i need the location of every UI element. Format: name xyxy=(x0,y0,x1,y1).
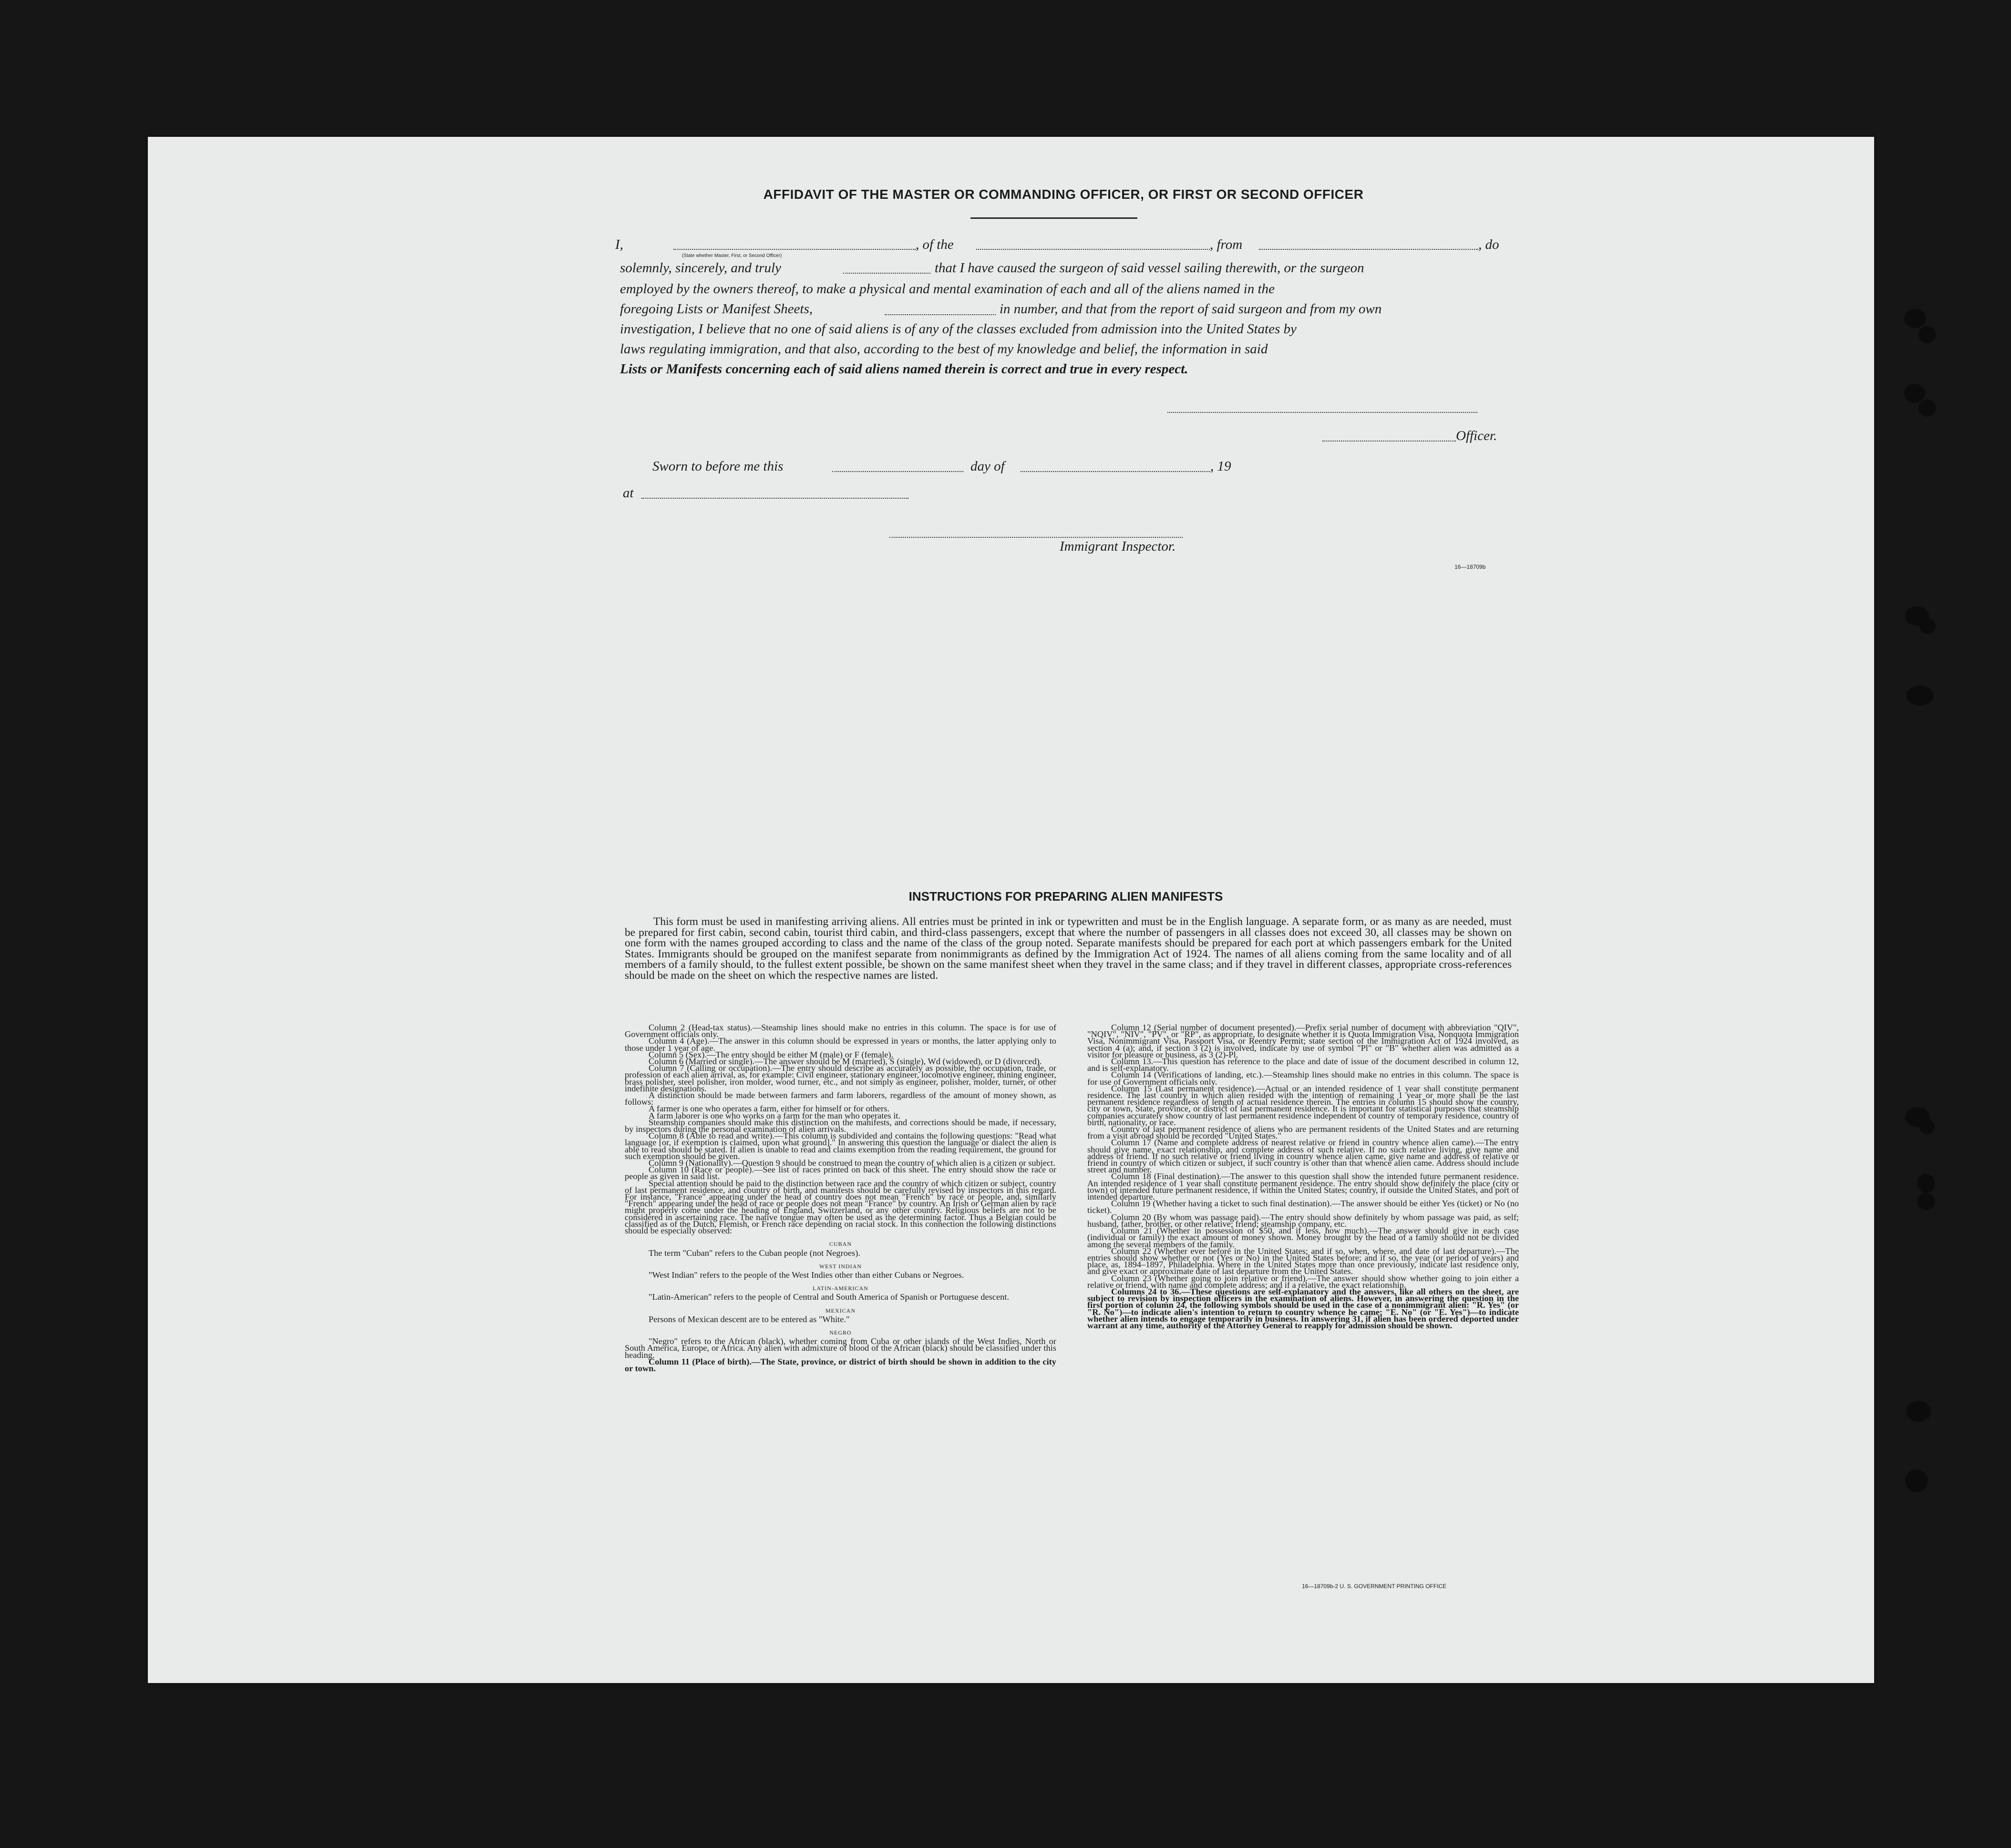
race-definition: "Latin-American" refers to the people of Central and South America of Spanish or Portuguese descent. xyxy=(649,1292,1010,1302)
signature-line[interactable] xyxy=(1167,412,1477,413)
vessel-name-blank[interactable] xyxy=(976,249,1210,250)
instruction-paragraph: Column 2 (Head-tax status).—Steamship lines should make no entries in this column. The space is for use of Government officials only. xyxy=(625,1023,1056,1039)
year-label: , 19 xyxy=(1210,459,1231,474)
instruction-paragraph: Column 17 (Name and complete address of nearest relative or friend in country whence alien came).—The entry should give name, exact relationship, and complete address of such relative. If no such relative living, give name and address of friend. If no such relative or friend living in country whence alien came, give name and address of relative or friend in country of which citizen or subject, if such country is other than that whence alien came. Address should include street and number. xyxy=(1087,1138,1519,1175)
instruction-paragraph: Column 13.—This question has reference to the place and date of issue of the document described in column 12, and is self-explanatory. xyxy=(1087,1057,1519,1073)
affidavit-line2a: solemnly, sincerely, and truly xyxy=(620,260,782,276)
affidavit-line3: employed by the owners thereof, to make a physical and mental examination of each and all of the aliens named in the xyxy=(620,281,1275,297)
officer-name-blank[interactable] xyxy=(673,249,916,250)
binder-hole xyxy=(1919,1119,1935,1134)
instructions-title: INSTRUCTIONS FOR PREPARING ALIEN MANIFESTS xyxy=(908,889,1223,903)
instruction-paragraph: Column 8 (Able to read and write).—This column is subdivided and contains the following questions: "Read what language [or, if exemption is claimed, upon what ground]." In answering this question the language or dialect the alien is able to read should be stated. If alien is unable to read and claims exemption from the reading requirement, the ground for such exemption should be given. xyxy=(625,1131,1056,1161)
sworn-label: Sworn to before me this xyxy=(652,459,784,474)
affidavit-line6: laws regulating immigration, and that also, according to the best of my knowledge and belief, the information in said xyxy=(620,341,1268,357)
instruction-paragraph: Column 15 (Last permanent residence).—Actual or an intended residence of 1 year shall constitute permanent residence. The last country in which alien resided with the intention of remaining 1 year or more shall be the last permanent residence regardless of length of actual residence therein. The entries in column 15 should show the country, city or town, State, province, or district of last permanent residence. It is important for statistical purposes that steamship companies accurately show country of last permanent residence independent of country of temporary residence, country of birth, nationality, or race. xyxy=(1087,1083,1519,1127)
instruction-paragraph: Column 19 (Whether having a ticket to such final destination).—The answer should be either Yes (ticket) or No (no ticket). xyxy=(1087,1199,1519,1215)
binder-hole xyxy=(1917,1174,1935,1193)
form-number: 16—18709b xyxy=(1454,564,1486,570)
binder-hole xyxy=(1906,686,1934,706)
race-heading: CUBAN xyxy=(829,1241,852,1248)
printing-office-footer: 16—18709b-2 U. S. GOVERNMENT PRINTING OFFICE xyxy=(1302,1583,1447,1590)
instruction-paragraph: Column 6 (Married or single).—The answer should be M (married), S (single), Wd (widowed), or D (divorced). xyxy=(649,1057,1042,1067)
binder-hole xyxy=(1917,1193,1935,1210)
race-heading: WEST INDIAN xyxy=(819,1263,862,1270)
instruction-paragraph: Steamship companies should make this distinction on the manifests, and corrections should be made, if necessary, by inspectors during the personal examination of alien arrivals. xyxy=(625,1117,1056,1134)
binder-hole xyxy=(1906,1401,1931,1422)
day-of-label: day of xyxy=(970,459,1005,474)
oath-blank[interactable] xyxy=(843,273,930,274)
title-divider xyxy=(970,217,1137,219)
binder-hole xyxy=(1904,309,1926,328)
sworn-month-blank[interactable] xyxy=(1021,471,1210,472)
inspector-label: Immigrant Inspector. xyxy=(1060,539,1176,554)
race-heading: LATIN-AMERICAN xyxy=(813,1285,868,1292)
instruction-paragraph: Column 4 (Age).—The answer in this column should be expressed in years or months, the latter applying only to those under 1 year of age. xyxy=(625,1036,1056,1053)
instruction-paragraph: Column 5 (Sex).—The entry should be either M (male) or F (female). xyxy=(649,1049,894,1059)
binder-hole xyxy=(1904,384,1925,403)
aliens-count-blank[interactable] xyxy=(885,314,996,315)
instruction-paragraph: Column 7 (Calling or occupation).—The entry should describe as accurately as possible, the occupation, trade, or profession of each alien arrival, as, for example: Civil engineer, stationary engineer, locomotive engineer, mining engineer, brass polisher, steel polisher, iron molder, wood turner, etc., and not simply as engineer, polisher, molder, turner, or other indefinite designations. xyxy=(625,1063,1056,1093)
race-heading: NEGRO xyxy=(829,1329,852,1336)
affidavit-line4b: in number, and that from the report of said surgeon and from my own xyxy=(1000,301,1382,317)
binder-hole xyxy=(1905,1469,1928,1492)
inspector-signature-line[interactable] xyxy=(889,537,1183,538)
instruction-paragraph: Columns 24 to 36.—These questions are self-explanatory and the answers, like all others on the sheet, are subject to revision by inspection officers in the examination of aliens. However, in answering the question in the first portion of column 24, the following symbols should be used in the case of a nonimmigrant alien: "R. Yes" (or "R. No")—to indicate alien's intention to return to country whence he came; "E. No" (or "E. Yes")—to indicate whether alien intends to engage temporarily in business. In answering 31, if alien has been ordered deported under warrant at any time, authority of the Attorney General to reapply for admission should be shown. xyxy=(1087,1286,1519,1330)
affidavit-line2b: that I have caused the surgeon of said vessel sailing therewith, or the surgeon xyxy=(935,260,1364,276)
at-label: at xyxy=(623,485,634,501)
affidavit-line7: Lists or Manifests concerning each of said aliens named therein is correct and true in every respect. xyxy=(620,361,1188,377)
race-definition: The term "Cuban" refers to the Cuban people (not Negroes). xyxy=(649,1248,860,1258)
binder-hole xyxy=(1919,618,1936,634)
instruction-paragraph: Special attention should be paid to the distinction between race and the country of which citizen or subject, country of last permanent residence, and country of birth, and manifests should be carefully revised by inspectors in this regard. For instance, "France" appearing under the head of country does not mean "French" by race or people, and, similarly "French" appearing under the head of race or people does not mean "France" by country. An Irish or German alien by race might properly come under the heading of England, Switzerland, or any other country. Religious beliefs are not to be considered in ascertaining race. The native tongue may often be used as the determining factor. Thus a Belgian could be classified as of the Dutch, Flemish, or French race depending on racial stock. In this connection the following distinctions should be especially observed: xyxy=(625,1178,1056,1236)
instruction-paragraph: A farmer is one who operates a farm, either for himself or for others. xyxy=(649,1104,890,1114)
instruction-paragraph: Column 21 (Whether in possession of $50, and if less, how much).—The answer should give in each case (individual or family) the exact amount of money shown. Money brought by the head of a family should not be divided among the several members of the family. xyxy=(1087,1226,1519,1249)
instruction-paragraph: Column 9 (Nationality).—Question 9 should be construed to mean the country of which alien is a citizen or subject. xyxy=(649,1158,1055,1168)
affidavit-line5: investigation, I believe that no one of said aliens is of any of the classes excluded from admission into the United States by xyxy=(620,321,1297,337)
instruction-paragraph: Column 14 (Verifications of landing, etc.).—Steamship lines should make no entries in this column. The space is for use of Government officials only. xyxy=(1087,1070,1519,1087)
instruction-paragraph: Column 20 (By whom was passage paid).—The entry should show definitely by whom passage was paid, as self; husband, father, brother, or other relative; friend; steamship company, etc. xyxy=(1087,1212,1519,1229)
instruction-paragraph: A farm laborer is one who works on a farm for the man who operates it. xyxy=(649,1110,901,1120)
instructions-right-column xyxy=(1087,1024,1519,1329)
affidavit-title: AFFIDAVIT OF THE MASTER OR COMMANDING OFFICER, OR FIRST OR SECOND OFFICER xyxy=(763,187,1364,202)
race-definition: "Negro" refers to the African (black), whether coming from Cuba or other islands of the West Indies, North or South America, Europe, or Africa. Any alien with admixture of blood of the African (black) should be classified under this heading. xyxy=(625,1336,1056,1360)
binder-hole xyxy=(1918,326,1936,343)
instructions-left-column xyxy=(625,1024,1056,1372)
officer-label: Officer. xyxy=(1456,428,1497,443)
instruction-paragraph: Country of last permanent residence of aliens who are permanent residents of the United States and are returning from a visit abroad should be recorded "United States." xyxy=(1087,1124,1519,1141)
race-definition: "West Indian" refers to the people of the West Indies other than either Cubans or Negroes. xyxy=(649,1270,964,1280)
affidavit-from: , from xyxy=(1210,237,1243,252)
sworn-day-blank[interactable] xyxy=(832,471,963,472)
instruction-paragraph: A distinction should be made between farmers and farm laborers, regardless of the amount of money shown, as follows: xyxy=(625,1090,1056,1107)
affidavit-i: I, xyxy=(615,237,623,252)
instruction-paragraph: Column 23 (Whether going to join relative or friend).—The answer should show whether going to join either a relative or friend, with name and complete address; and if a relative, the exact relationship. xyxy=(1087,1273,1519,1290)
officer-rank-note: (State whether Master, First, or Second Officer) xyxy=(682,253,782,258)
affidavit-do: , do xyxy=(1478,237,1499,252)
port-blank[interactable] xyxy=(1259,249,1478,250)
instruction-paragraph: Column 22 (Whether ever before in the United States; and if so, when, where, and date of last departure).—The entries should show whether or not (Yes or No) in the United States before; and if so, the year (or period of years) and place, as, 1894–1897, Philadelphia. Where in the United States more than once previously, indicate last residence only, and give exact or approximate date of last departure from the United States. xyxy=(1087,1246,1519,1276)
instruction-paragraph: Column 11 (Place of birth).—The State, province, or district of birth should be shown in addition to the city or town. xyxy=(625,1356,1056,1373)
affidavit-line4a: foregoing Lists or Manifest Sheets, xyxy=(620,301,813,317)
binder-hole xyxy=(1918,400,1936,417)
race-definition: Persons of Mexican descent are to be entered as "White." xyxy=(649,1314,850,1324)
race-heading: MEXICAN xyxy=(825,1307,856,1314)
instruction-paragraph: Column 18 (Final destination).—The answer to this question shall show the intended future permanent residence. An intended residence of 1 year shall constitute permanent residence. The entry should show definitely the place (city or town) of intended future permanent residence, if within the United States; country, if outside the United States, and port of intended departure. xyxy=(1087,1171,1519,1202)
instruction-paragraph: Column 12 (Serial number of document presented).—Prefix serial number of document with abbreviation "QIV", "NQIV", "NIV", "PV", or "RP", as appropriate, to designate whether it is Quota Immigration Visa, Nonquota Immigration Visa, Nonimmigrant Visa, Passport Visa, or Reentry Permit; state section of the Immigration Act of 1924 involved, as section 4 (a); and, if section 3 (2) is involved, indicate by use of symbol "Pl" or "B" whether alien was admitted as a visitor for pleasure or business, as 3 (2)-Pl. xyxy=(1087,1023,1519,1059)
affidavit-of-the: , of the xyxy=(916,237,954,252)
instructions-intro: This form must be used in manifesting arriving aliens. All entries must be printed in ink or typewritten and must be in the English language. A separate form, or as many as are needed, must be prepared for first cabin, second cabin, tourist third cabin, and third-class passengers, except that where the number of passengers in all classes does not exceed 30, all classes may be shown on one form with the names grouped according to class and the name of the class of the group noted. Separate manifests should be prepared for each port at which passengers embark for the United States. Immigrants should be grouped on the manifest separate from nonimmigrants as defined by the Immigration Act of 1924. The names of all aliens coming from the same locality and of all members of a family should, to the fullest extent possible, be shown on the same manifest sheet when they travel in the same class; and if they travel in different classes, appropriate cross-references should be made on the sheet on which the respective names are listed. xyxy=(625,915,1512,982)
instruction-paragraph: Column 10 (Race or people).—See list of races printed on back of this sheet. The entry should show the race or people as given in said list. xyxy=(625,1165,1056,1181)
place-blank[interactable] xyxy=(641,498,908,499)
